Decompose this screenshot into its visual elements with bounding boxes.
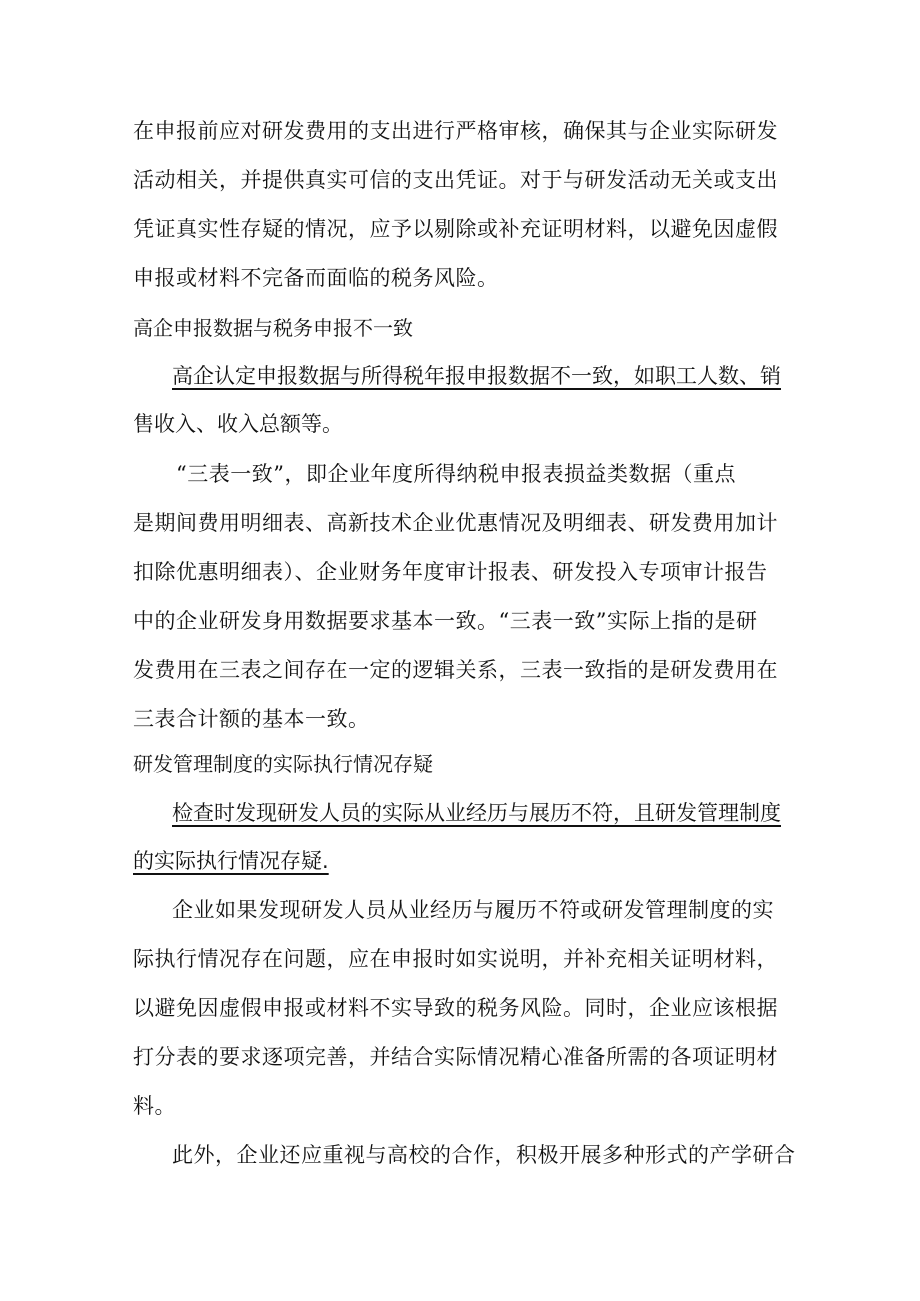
paragraph-line: 际执行情况存在问题，应在申报时如实说明，并补充相关证明材料， — [133, 947, 778, 971]
paragraph-line: 发费用在三表之间存在一定的逻辑关系，三表一致指的是研发费用在 — [133, 658, 778, 682]
paragraph-line: 活动相关，并提供真实可信的支出凭证。对于与研发活动无关或支出 — [133, 168, 778, 192]
paragraph-line: 以避免因虚假申报或材料不实导致的税务风险。同时，企业应该根据 — [133, 996, 778, 1020]
paragraph-line: “三表一致”，即企业年度所得纳税申报表损益类数据（重点 — [176, 462, 736, 486]
paragraph-line: 三表合计额的基本一致。 — [133, 707, 370, 731]
section-heading: 研发管理制度的实际执行情况存疑 — [133, 752, 433, 776]
paragraph-line: 企业如果发现研发人员从业经历与履历不符或研发管理制度的实 — [172, 898, 774, 922]
paragraph-line: 在申报前应对研发费用的支出进行严格审核，确保其与企业实际研发 — [133, 119, 778, 143]
paragraph-line: 申报或材料不完备而面临的税务风险。 — [133, 266, 499, 290]
paragraph-line: 此外，企业还应重视与高校的合作，积极开展多种形式的产学研合 — [172, 1143, 796, 1167]
paragraph-line: 是期间费用明细表、高新技术企业优惠情况及明细表、研发费用加计 — [133, 511, 778, 535]
section-heading: 高企申报数据与税务申报不一致 — [133, 316, 413, 340]
paragraph-line: 凭证真实性存疑的情况，应予以剔除或补充证明材料，以避免因虚假 — [133, 217, 778, 241]
emphasis-line: 检查时发现研发人员的实际从业经历与展历不符，且研发管理制度 — [172, 801, 781, 825]
paragraph-line: 打分表的要求逐项完善，并结合实际情况精心准备所需的各项证明材 — [133, 1045, 778, 1069]
paragraph-line: 扣除优惠明细表）、企业财务年度审计报表、研发投入专项审计报告 — [133, 560, 768, 584]
paragraph-line: 中的企业研发身用数据要求基本一致。“三表一致”实际上指的是研 — [133, 609, 758, 633]
emphasis-line: 售收入、收入总额等。 — [133, 412, 343, 436]
paragraph-line: 料。 — [133, 1094, 176, 1118]
emphasis-line: 的实际执行情况存疑. — [133, 849, 329, 873]
emphasis-line: 高企认定申报数据与所得税年报申报数据不一致，如职工人数、销 — [172, 364, 781, 388]
